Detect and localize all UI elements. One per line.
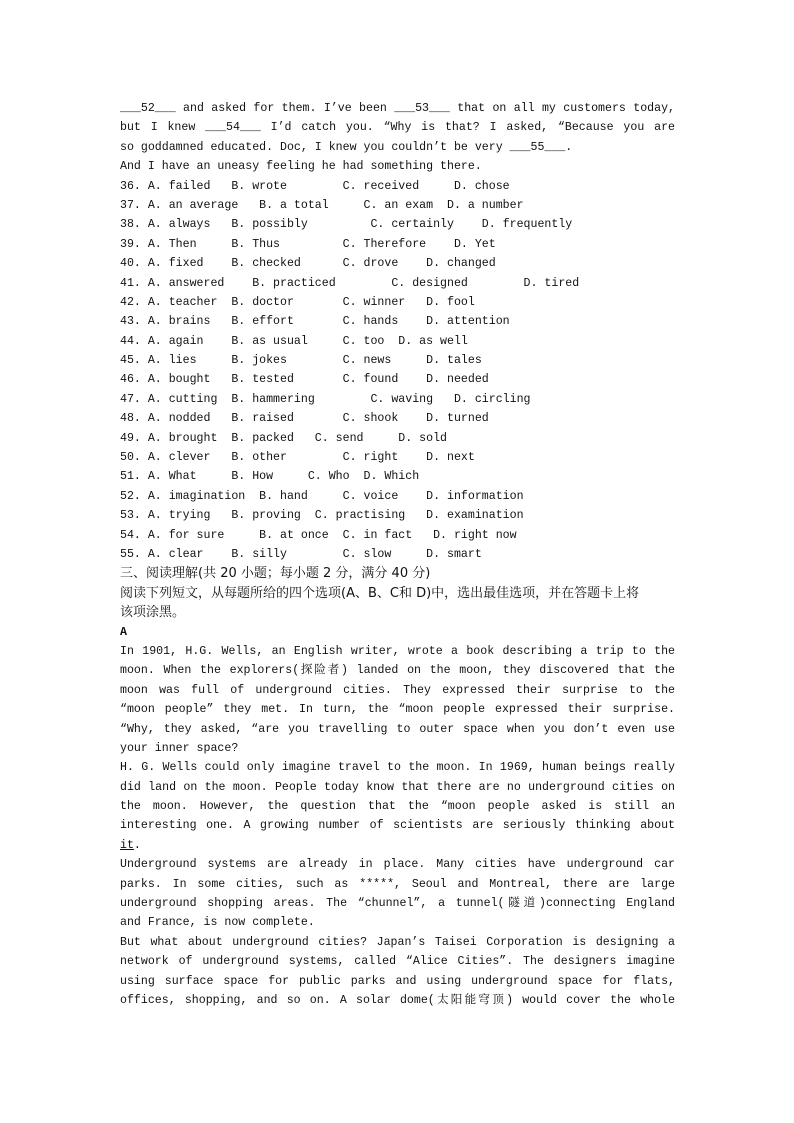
passage-line: Underground systems are already in place. Many cities have underground car: [120, 858, 675, 872]
option-line-55: 55. A. clear B. silly C. slow D. smart: [120, 547, 482, 561]
options-list: [120, 177, 675, 565]
passage-line: “moon people” they met. In turn, the “moon people expressed their surprise.: [120, 703, 675, 717]
passage-a: [120, 642, 675, 1010]
passage-label: A: [120, 625, 127, 639]
option-line-43: 43. A. brains B. effort C. hands D. attention: [120, 315, 510, 329]
passage-line: interesting one. A growing number of scientists are seriously thinking about it.: [120, 819, 675, 852]
option-line-50: 50. A. clever B. other C. right D. next: [120, 451, 475, 465]
passage-line: offices, shopping, and so on. A solar dome(太阳能穹顶) would cover the whole: [120, 993, 675, 1007]
passage-line: H. G. Wells could only imagine travel to the moon. In 1969, human beings really: [120, 761, 675, 775]
option-line-51: 51. A. What B. How C. Who D. Which: [120, 470, 420, 484]
passage-line: underground shopping areas. The “chunnel”, a tunnel(隧道)connecting England: [120, 897, 675, 911]
section-instruction: 阅读下列短文，从每题所给的四个选项(A、B、C和 D)中，选出最佳选项，并在答题卡上将: [120, 585, 640, 601]
option-line-47: 47. A. cutting B. hammering C. waving D. circling: [120, 392, 531, 406]
passage-line: moon was full of underground cities. They expressed their surprise to the: [120, 683, 675, 697]
option-line-38: 38. A. always B. possibly C. certainly D. frequently: [120, 218, 573, 232]
passage-line: moon. When the explorers(探险者) landed on the moon, they discovered that the: [120, 664, 675, 678]
option-line-45: 45. A. lies B. jokes C. news D. tales: [120, 354, 482, 368]
option-line-53: 53. A. trying B. proving C. practising D. examination: [120, 509, 524, 523]
passage-line: but I knew ___54___ I’d catch you. “Why is that? I asked, “Because you are: [120, 121, 675, 135]
passage-line: ___52___ and asked for them. I’ve been ___53___ that on all my customers today,: [120, 102, 675, 115]
passage-line: using surface space for public parks and using underground space for flats,: [120, 974, 675, 988]
underlined-it: it: [120, 838, 134, 852]
passage-text: interesting one. A growing number of scientists are seriously thinking about: [120, 819, 675, 833]
option-line-49: 49. A. brought B. packed C. send D. sold: [120, 431, 447, 445]
option-line-48: 48. A. nodded B. raised C. shook D. turned: [120, 412, 489, 426]
passage-line: so goddamned educated. Doc, I knew you couldn’t be very ___55___.: [120, 140, 573, 154]
passage-line: In 1901, H.G. Wells, an English writer, wrote a book describing a trip to the: [120, 644, 675, 658]
passage-line: “Why, they asked, “are you travelling to outer space when you don’t even use: [120, 722, 675, 736]
option-line-54: 54. A. for sure B. at once C. in fact D. right now: [120, 528, 517, 542]
passage-line: And I have an uneasy feeling he had something there.: [120, 160, 482, 174]
passage-line: the moon. However, the question that the “moon people asked is still an: [120, 800, 675, 814]
passage-line: your inner space?: [120, 741, 239, 755]
passage-line: parks. In some cities, such as *****, Seoul and Montreal, there are large: [120, 877, 675, 891]
document-page: [120, 99, 675, 1010]
option-line-46: 46. A. bought B. tested C. found D. needed: [120, 373, 489, 387]
passage-line: network of underground systems, called “Alice Cities”. The designers imagine: [120, 955, 675, 969]
option-line-36: 36. A. failed B. wrote C. received D. chose: [120, 179, 510, 193]
blank-line: [120, 836, 675, 855]
passage-line: and France, is now complete.: [120, 916, 315, 930]
option-line-44: 44. A. again B. as usual C. too D. as well: [120, 334, 468, 348]
option-line-40: 40. A. fixed B. checked C. drove D. changed: [120, 257, 496, 271]
section-heading: 三、阅读理解(共 20 小题；每小题 2 分，满分 40 分): [120, 566, 431, 582]
passage-line: did land on the moon. People today know that there are no underground cities on: [120, 780, 675, 794]
option-line-39: 39. A. Then B. Thus C. Therefore D. Yet: [120, 237, 496, 251]
option-line-42: 42. A. teacher B. doctor C. winner D. fool: [120, 295, 475, 309]
option-line-37: 37. A. an average B. a total C. an exam D. a number: [120, 198, 524, 212]
option-line-41: 41. A. answered B. practiced C. designed D. tired: [120, 276, 580, 290]
option-line-52: 52. A. imagination B. hand C. voice D. information: [120, 489, 524, 503]
passage-line: But what about underground cities? Japan’s Taisei Corporation is designing a: [120, 935, 675, 949]
section-instruction: 该项涂黑。: [120, 605, 186, 621]
